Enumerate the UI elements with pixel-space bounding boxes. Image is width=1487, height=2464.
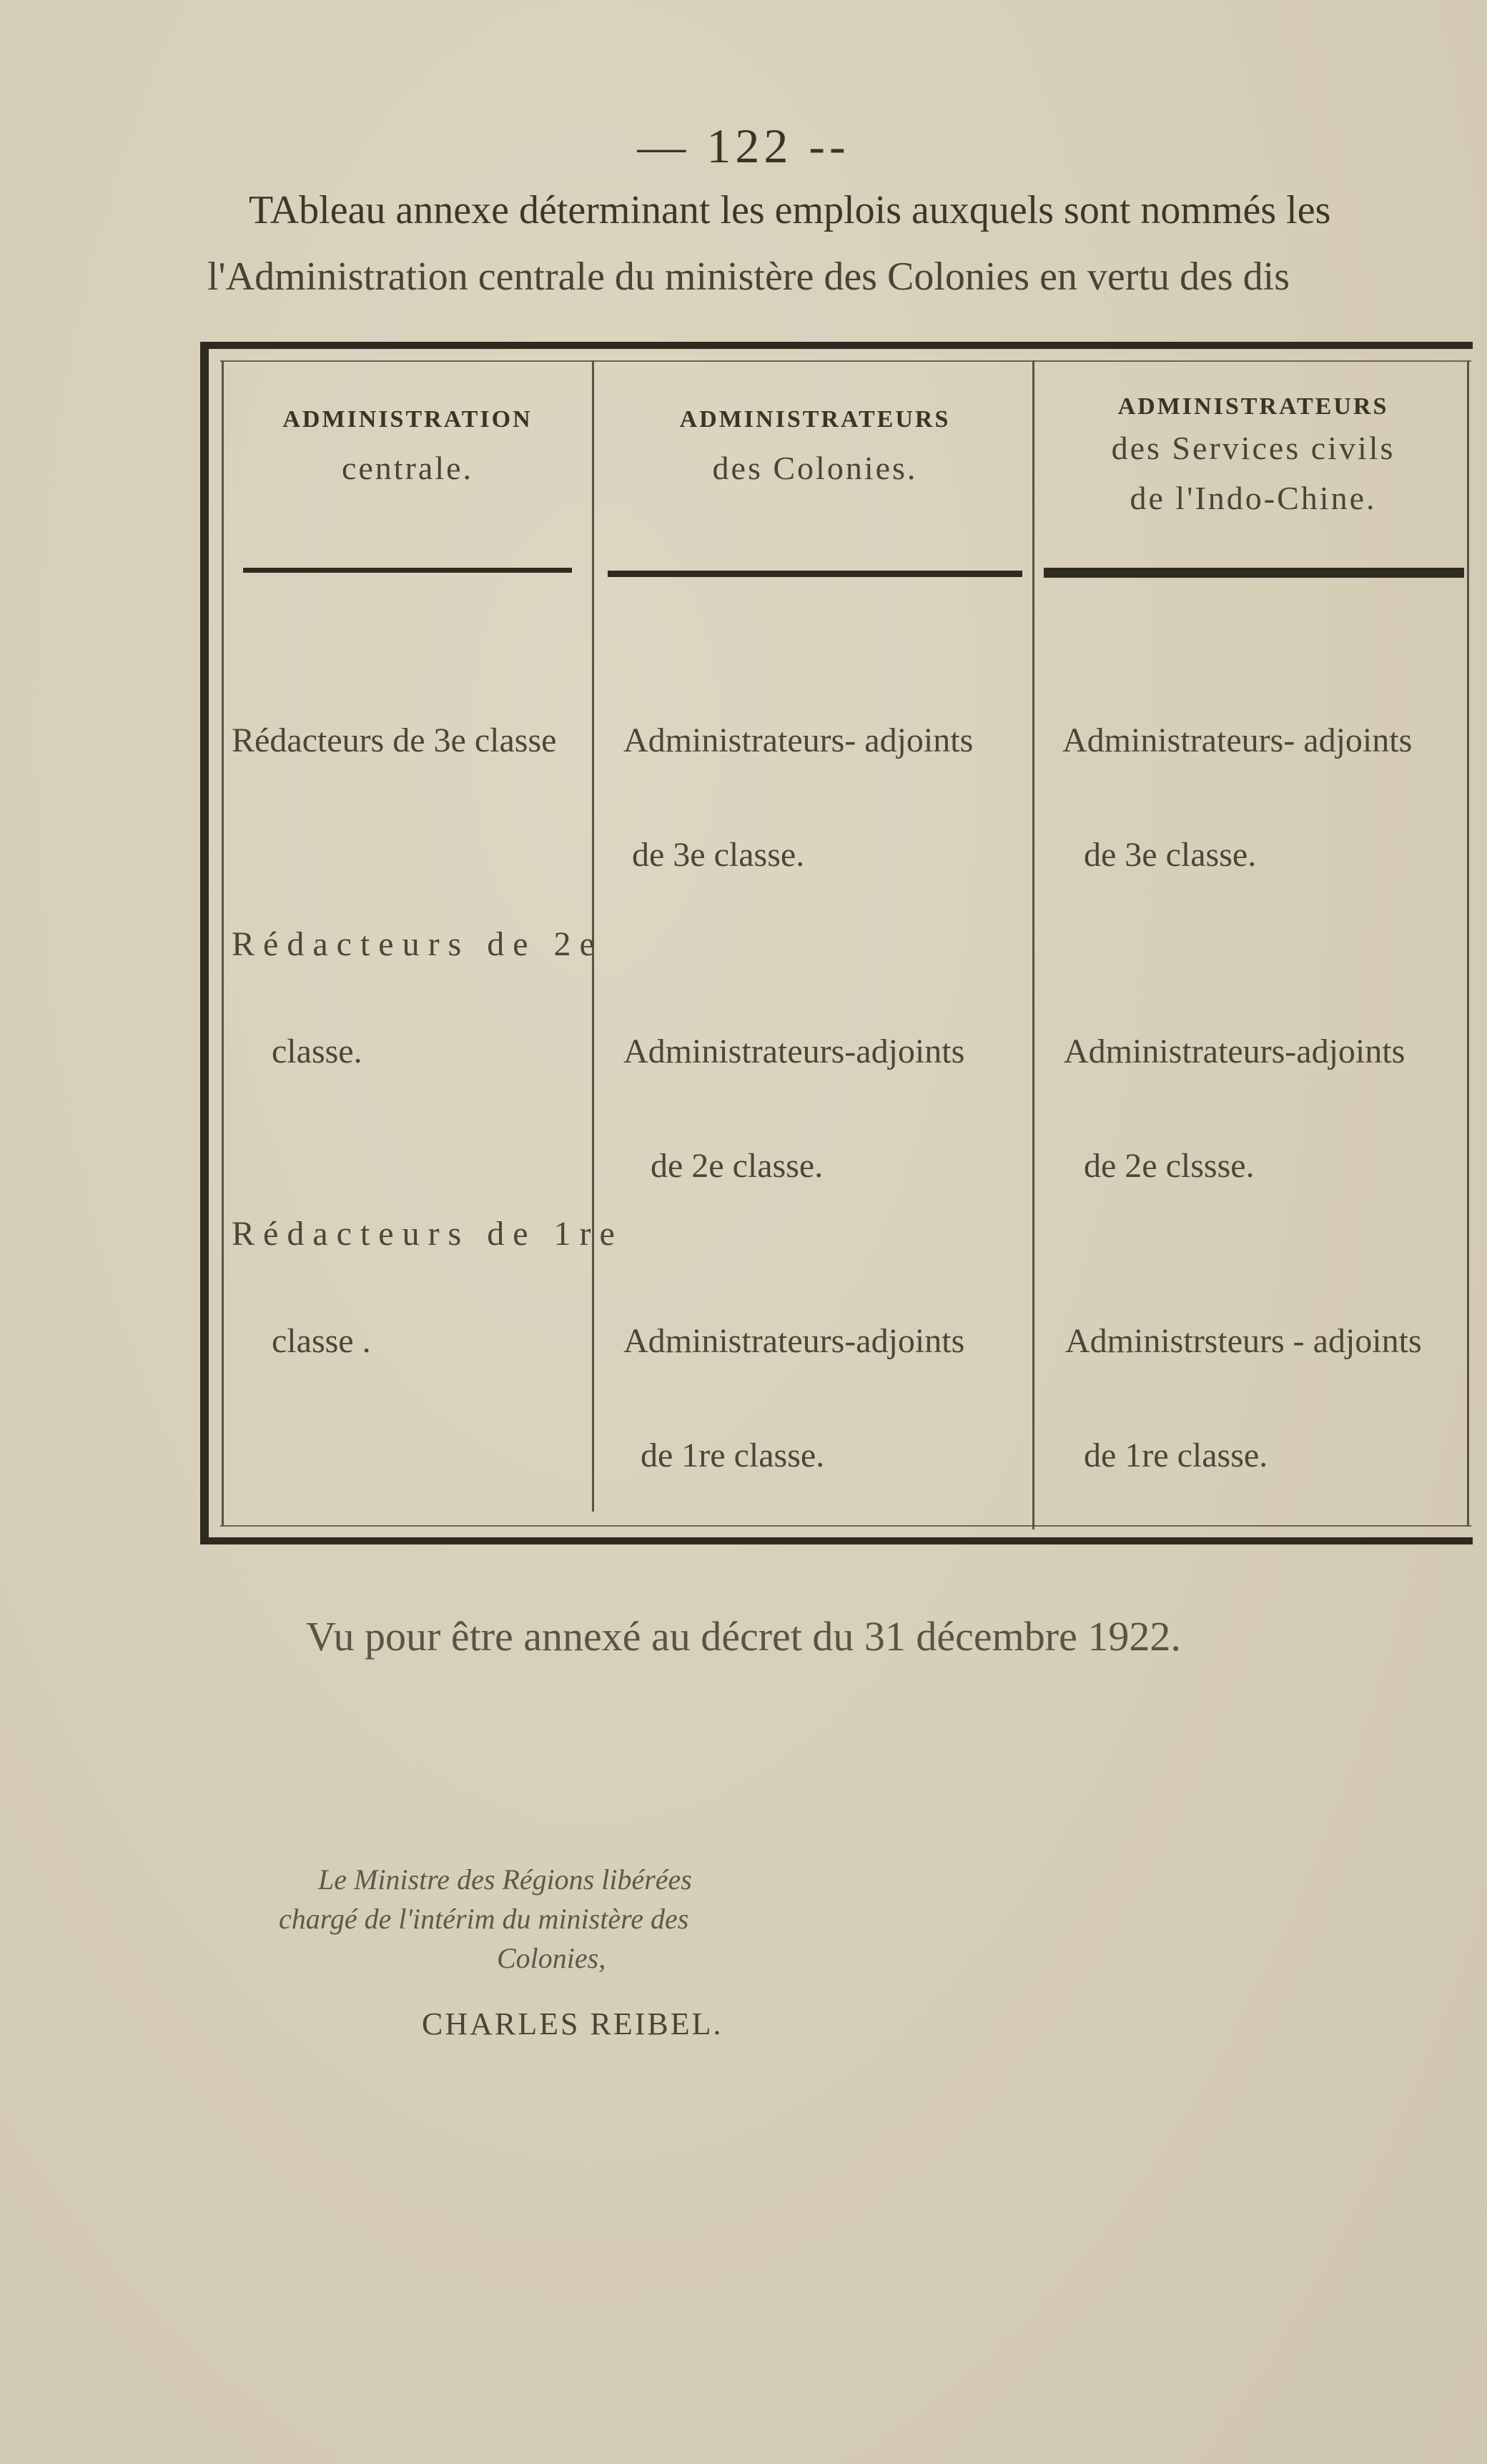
table-bottom-inner-rule <box>220 1525 1471 1527</box>
col3-row1a: Administrateurs- adjoints <box>1062 721 1413 759</box>
table-top-rule <box>207 342 1473 349</box>
signature-line-1: Le Ministre des Régions libérées <box>318 1863 692 1896</box>
col3-row2b: de 2e clssse. <box>1084 1147 1255 1185</box>
col1-row3a: Rédacteurs de 1re <box>232 1215 623 1253</box>
col2-row3b: de 1re classe. <box>641 1436 825 1474</box>
header-separator-2 <box>608 571 1022 577</box>
footer-note: Vu pour être annexé au décret du 31 décembre 1922. <box>306 1613 1181 1660</box>
signature-line-2: chargé de l'intérim du ministère des <box>279 1903 689 1935</box>
col3-row3b: de 1re classe. <box>1084 1436 1268 1474</box>
header-col-1-sub: centrale. <box>341 450 474 486</box>
title-line-2: l'Administration centrale du ministère des Colonies en vertu des dis <box>207 255 1290 299</box>
header-col-3-caps: ADMINISTRATEURS <box>1117 393 1389 420</box>
header-separator-3 <box>1044 568 1464 578</box>
col2-row2b: de 2e classe. <box>651 1147 824 1185</box>
header-separator-1 <box>243 568 572 573</box>
header-col-3-sub-2: de l'Indo-Chine. <box>1130 480 1377 516</box>
col3-row2a: Administrateurs-adjoints <box>1064 1033 1406 1070</box>
header-col-3-sub-1: des Services civils <box>1111 430 1395 466</box>
title-line-1: TAbleau annexe déterminant les emplois auxquels sont nommés les <box>249 188 1331 232</box>
col3-row1b: de 3e classe. <box>1084 836 1257 874</box>
signature-line-3: Colonies, <box>497 1942 606 1974</box>
col2-row2a: Administrateurs-adjoints <box>623 1033 965 1070</box>
header-col-1-caps: ADMINISTRATION <box>282 406 533 433</box>
table-left-inner-rule <box>222 360 224 1526</box>
col1-row2a: Rédacteurs de 2e <box>232 925 603 963</box>
signature-name: CHARLES REIBEL. <box>422 2006 723 2041</box>
col1-row3b: classe . <box>272 1322 371 1360</box>
table-right-rule <box>1467 360 1469 1526</box>
col2-row3a: Administrateurs-adjoints <box>623 1322 965 1360</box>
header-col-1 <box>229 406 586 487</box>
table-bottom-rule <box>207 1537 1473 1544</box>
employment-table <box>200 342 1473 1550</box>
col2-row1b: de 3e classe. <box>632 836 805 874</box>
table-top-inner-rule <box>220 360 1471 362</box>
header-col-3 <box>1041 393 1466 521</box>
col1-row1: Rédacteurs de 3e classe <box>232 721 557 759</box>
column-divider-2 <box>1032 360 1034 1529</box>
col3-row3a: Administrsteurs - adjoints <box>1065 1322 1422 1360</box>
table-left-rule <box>200 342 209 1544</box>
col1-row2b: classe. <box>272 1033 362 1070</box>
header-col-2 <box>601 406 1029 487</box>
header-col-2-caps: ADMINISTRATEURS <box>679 406 951 433</box>
header-col-2-sub: des Colonies. <box>712 450 918 486</box>
page-number: — 122 -- <box>637 119 850 173</box>
col2-row1a: Administrateurs- adjoints <box>623 721 974 759</box>
